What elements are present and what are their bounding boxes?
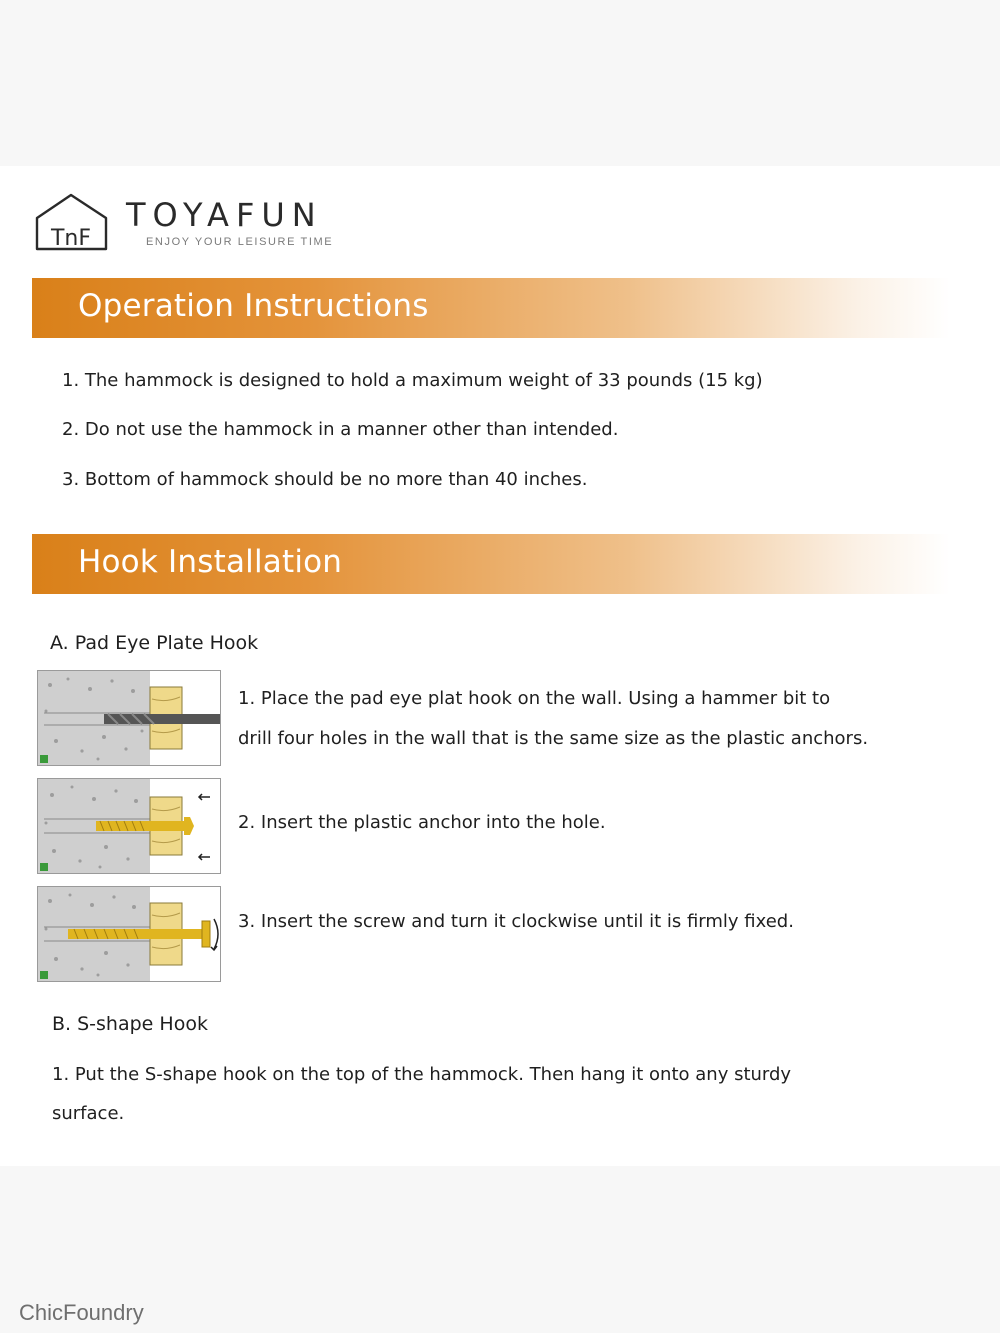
step-2-line-1: 2. Insert the plastic anchor into the hole. [238, 812, 606, 833]
operation-banner [32, 278, 950, 338]
logo-letters: TnF [50, 226, 92, 251]
operation-item: 3. Bottom of hammock should be no more than 40 inches. [62, 469, 588, 490]
house-logo-icon [34, 192, 114, 252]
drill-hole-diagram-icon [37, 670, 221, 766]
section-b-line-2: surface. [52, 1103, 125, 1124]
step-1-line-2: drill four holes in the wall that is the same size as the plastic anchors. [238, 728, 869, 749]
insert-anchor-diagram-icon [37, 778, 221, 874]
step-1-line-1: 1. Place the pad eye plat hook on the wall. Using a hammer bit to [238, 688, 831, 709]
operation-title: Operation Instructions [78, 288, 429, 324]
insert-screw-diagram-icon [37, 886, 221, 982]
section-b-line-1: 1. Put the S-shape hook on the top of the hammock. Then hang it onto any sturdy [52, 1064, 792, 1085]
instruction-sheet [0, 166, 1000, 1166]
brand [34, 192, 434, 262]
watermark: ChicFoundry [19, 1300, 144, 1325]
brand-name: TOYAFUN [126, 196, 323, 234]
section-b-heading: B. S-shape Hook [52, 1013, 208, 1035]
hook-banner [32, 534, 950, 594]
operation-item: 1. The hammock is designed to hold a maximum weight of 33 pounds (15 kg) [62, 370, 763, 391]
hook-title: Hook Installation [78, 544, 343, 580]
step-3-line-1: 3. Insert the screw and turn it clockwise until it is firmly fixed. [238, 911, 794, 932]
section-a-heading: A. Pad Eye Plate Hook [50, 632, 259, 654]
brand-tagline: ENJOY YOUR LEISURE TIME [146, 236, 334, 248]
operation-item: 2. Do not use the hammock in a manner other than intended. [62, 419, 619, 440]
